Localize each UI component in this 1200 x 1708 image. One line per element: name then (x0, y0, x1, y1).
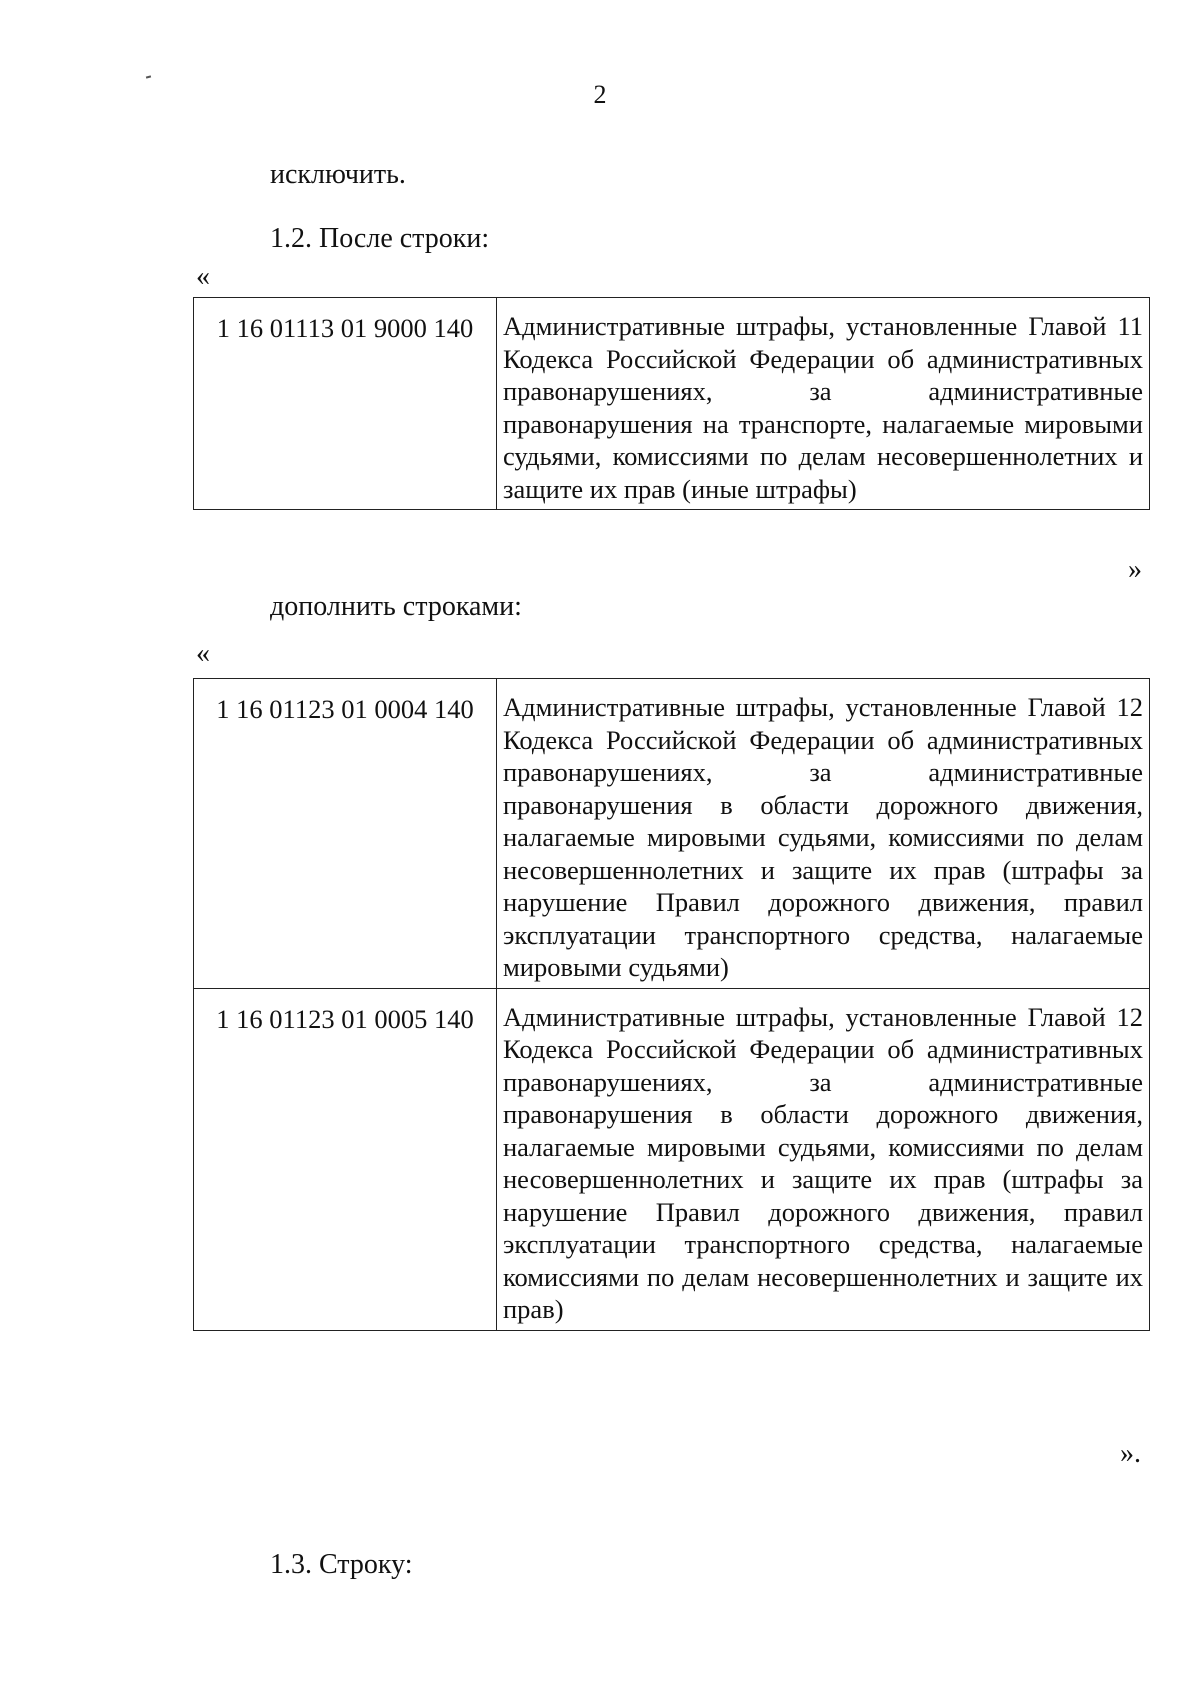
table-after-row (193, 297, 1150, 510)
kbk-description-cell: Административные штрафы, установленные Главой 12 Кодекса Российской Федерации об административных правонарушениях, за административные правонарушения в области дорожного движения, налагаемые мировыми судьями, комиссиями по делам несовершеннолетних и защите их прав (штрафы за нарушение Правил дорожного движения, правил эксплуатации транспортного средства, налагаемые мировыми судьями) (497, 679, 1150, 989)
close-quote-2: ». (1120, 1438, 1141, 1469)
table-row (194, 679, 1150, 989)
kbk-description-cell: Административные штрафы, установленные Главой 12 Кодекса Российской Федерации об административных правонарушениях, за административные правонарушения в области дорожного движения, налагаемые мировыми судьями, комиссиями по делам несовершеннолетних и защите их прав (штрафы за нарушение Правил дорожного движения, правил эксплуатации транспортного средства, налагаемые комиссиями по делам несовершеннолетних и защите их прав) (497, 988, 1150, 1330)
kbk-code-cell: 1 16 01123 01 0005 140 (194, 988, 497, 1330)
kbk-code-cell: 1 16 01113 01 9000 140 (194, 298, 497, 510)
paragraph-supplement: дополнить строками: (270, 591, 522, 622)
paragraph-1-2: 1.2. После строки: (270, 223, 490, 254)
paragraph-1-3: 1.3. Строку: (270, 1549, 413, 1580)
scan-mark (146, 75, 151, 78)
close-quote-1: » (1128, 554, 1142, 585)
open-quote-2: « (196, 638, 210, 669)
open-quote-1: « (196, 261, 210, 292)
table-new-rows (193, 678, 1150, 1331)
page-number: 2 (593, 80, 607, 109)
paragraph-exclude: исключить. (270, 159, 406, 190)
table-row (194, 298, 1150, 510)
kbk-code-cell: 1 16 01123 01 0004 140 (194, 679, 497, 989)
kbk-description-cell: Административные штрафы, установленные Главой 11 Кодекса Российской Федерации об административных правонарушениях, за административные правонарушения на транспорте, налагаемые мировыми судьями, комиссиями по делам несовершеннолетних и защите их прав (иные штрафы) (497, 298, 1150, 510)
table-row (194, 988, 1150, 1330)
